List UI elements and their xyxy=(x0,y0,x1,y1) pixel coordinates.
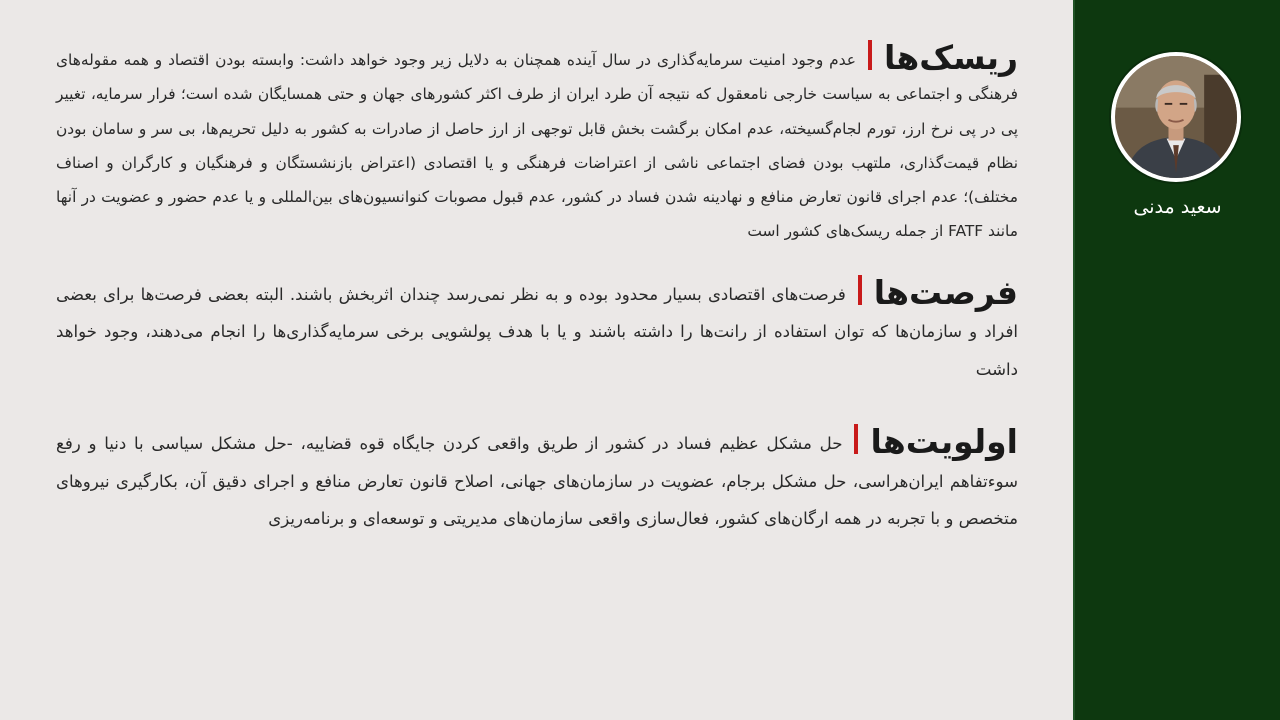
article-content xyxy=(56,40,1018,538)
section-paragraph xyxy=(56,424,1018,538)
red-divider-bar xyxy=(858,275,862,305)
author-name: سعید مدنی xyxy=(1133,196,1222,218)
section-text: حل مشکل عظیم فساد در کشور از طریق واقعی کردن جایگاه قوه قضاییه، -حل مشکل سیاسی با دنیا و رفع سوءتفاهم ایران‌هراسی، حل مشکل برجام، عضویت در سازمان‌های جهانی، اصلاح قانون تعارض منافع و اجرای دقیق آن، بکارگیری نیروهای متخصص و با تجربه در همه ارگان‌های کشور، فعال‌سازی واقعی سازمان‌های مدیریتی و توسعه‌ای و برنامه‌ریزی xyxy=(56,434,1018,529)
red-divider-bar xyxy=(868,40,872,70)
section-paragraph xyxy=(56,40,1018,249)
red-divider-bar xyxy=(854,424,858,454)
section-paragraph xyxy=(56,272,1018,389)
section-heading: اولویت‌ها xyxy=(870,422,1018,462)
section-risks xyxy=(56,40,1018,249)
section-heading: فرصت‌ها xyxy=(873,272,1018,312)
section-opportunities xyxy=(56,272,1018,389)
person-portrait-icon xyxy=(1115,56,1237,178)
section-priorities xyxy=(56,424,1018,538)
author-sidebar xyxy=(1073,0,1280,720)
author-avatar xyxy=(1111,52,1241,182)
section-heading: ریسک‌ها xyxy=(883,38,1018,77)
section-text: فرصت‌های اقتصادی بسیار محدود بوده و به نظر نمی‌رسد چندان اثربخش باشند. البته بعضی فرصت‌ها برای بعضی افراد و سازمان‌ها که توان استفاده از رانت‌ها را داشته باشند و یا با هدف پولشویی برخی سرمایه‌گذاری‌ها را انجام می‌دهند، وجود خواهد داشت xyxy=(56,284,1018,379)
section-text: عدم وجود امنیت سرمایه‌گذاری در سال آینده همچنان به دلایل زیر وجود خواهد داشت: وابسته بودن اقتصاد و همه مقوله‌های فرهنگی و اجتماعی به سیاست خارجی نامعقول که نتیجه آن طرد ایران از طرف اکثر کشورهای جهان و حتی همسایگان شده است؛ فرار سرمایه، تغییر پی در پی نرخ ارز، تورم لجام‌گسیخته، عدم امکان برگشت بخش قابل توجهی از ارز حاصل از صادرات به کشور به دلیل تحریم‌ها، بی سر و سامان بودن نظام قیمت‌گذاری، ملتهب بودن فضای اجتماعی ناشی از اعتراضات فرهنگی و یا اقتصادی (اعتراض بازنشستگان و فرهنگیان و کارگران و اصناف مختلف)؛ عدم اجرای قانون تعارض منافع و نهادینه شدن فساد در کشور، عدم قبول مصوبات کنوانسیون‌های بین‌المللی و یا عدم حضور و عضویت در آنها مانند FATF از جمله ریسک‌های کشور است xyxy=(56,51,1018,241)
